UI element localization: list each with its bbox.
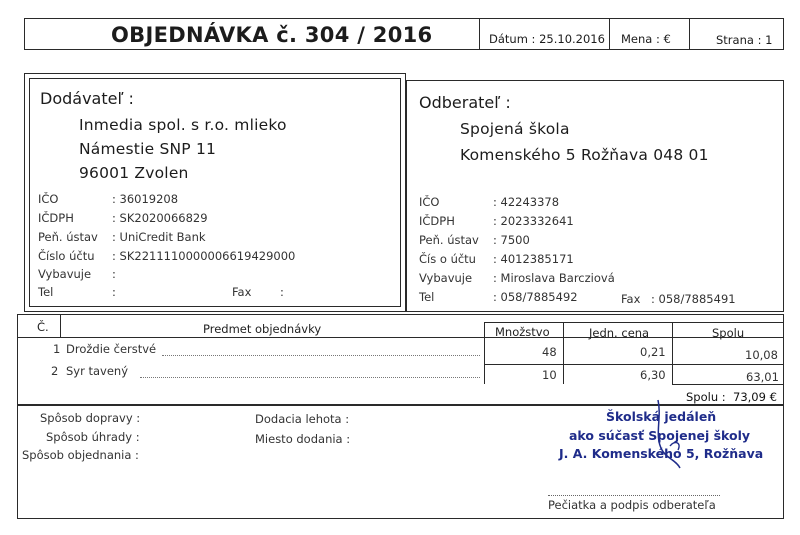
item-name: Droždie čerstvé — [66, 342, 157, 356]
order-title: OBJEDNÁVKA č. 304 / 2016 — [111, 23, 433, 47]
item-no: 2 — [51, 364, 59, 378]
stamp-line: ako súčasť Spojenej školy — [569, 428, 751, 443]
customer-fax-value: : 058/7885491 — [651, 292, 736, 306]
item-qty: 48 — [542, 345, 557, 359]
customer-field-label: IČDPH — [419, 214, 455, 228]
customer-field-value: : 4012385171 — [493, 252, 574, 266]
customer-field-label: Vybavuje — [419, 271, 473, 285]
customer-field-label: Tel — [419, 290, 435, 304]
items-col-divider — [60, 314, 61, 338]
supplier-field-value: : 36019208 — [112, 192, 179, 206]
customer-name: Spojená škola — [460, 120, 570, 138]
supplier-field-label: Vybavuje — [38, 267, 92, 281]
col-header-no: Č. — [37, 320, 49, 334]
item-total: 63,01 — [746, 370, 779, 384]
payment-label: Spôsob úhrady : — [46, 430, 140, 444]
sum-value: 73,09 € — [733, 390, 777, 404]
signature-line — [548, 495, 720, 496]
items-col-divider — [484, 322, 485, 384]
supplier-field-value: : SK2020066829 — [112, 211, 208, 225]
stamp-line: Školská jedáleň — [606, 409, 717, 424]
supplier-field-value: : UniCredit Bank — [112, 230, 206, 244]
customer-fax-label: Fax — [621, 292, 641, 306]
supplier-field-label: Tel — [38, 285, 54, 299]
col-header-item: Predmet objednávky — [203, 322, 322, 336]
supplier-field-label: IČDPH — [38, 211, 74, 225]
items-header-rule — [17, 337, 784, 338]
items-row-rule — [484, 364, 784, 365]
supplier-street: Námestie SNP 11 — [79, 140, 217, 158]
customer-field-value: : 058/7885492 — [493, 290, 578, 304]
items-col-divider — [672, 322, 673, 384]
item-price: 0,21 — [640, 345, 666, 359]
items-row-dots — [162, 355, 480, 356]
supplier-field-label: Peň. ústav — [38, 230, 98, 244]
supplier-field-value: : — [112, 267, 116, 281]
customer-field-label: Peň. ústav — [419, 233, 479, 247]
col-header-total: Spolu — [712, 326, 745, 340]
order-date: Dátum : 25.10.2016 — [489, 32, 605, 46]
order-currency: Mena : € — [621, 32, 671, 46]
supplier-field-value: : — [112, 285, 116, 299]
item-total: 10,08 — [745, 348, 778, 362]
supplier-field-value: : SK2211110000006619429000 — [112, 249, 296, 263]
supplier-field-label: Číslo účtu — [38, 249, 95, 263]
supplier-heading: Dodávateľ : — [40, 89, 134, 108]
customer-field-value: : 7500 — [493, 233, 530, 247]
col-header-price: Jedn. cena — [589, 326, 650, 340]
header-divider — [479, 18, 480, 50]
customer-field-label: Čís o účtu — [419, 252, 476, 266]
items-total-rule — [672, 384, 784, 385]
sum-label: Spolu : — [686, 390, 726, 404]
supplier-fax-value: : — [280, 285, 284, 299]
delivery-place-label: Miesto dodania : — [255, 432, 351, 446]
item-name: Syr tavený — [66, 364, 129, 378]
col-header-qty: Množstvo — [495, 325, 550, 339]
stamp-line: J. A. Komenského 5, Rožňava — [559, 446, 764, 461]
delivery-time-label: Dodacia lehota : — [255, 412, 350, 426]
supplier-fax-label: Fax — [232, 285, 252, 299]
supplier-field-label: IČO — [38, 192, 59, 206]
items-table — [17, 314, 784, 405]
supplier-city: 96001 Zvolen — [79, 164, 189, 182]
header-divider — [609, 18, 610, 50]
items-row-dots — [140, 377, 480, 378]
order-page: Strana : 1 — [716, 33, 773, 47]
signature-icon — [640, 398, 700, 473]
customer-field-value: : 42243378 — [493, 195, 560, 209]
item-price: 6,30 — [640, 368, 666, 382]
customer-field-value: : Miroslava Barcziová — [493, 271, 615, 285]
customer-field-value: : 2023332641 — [493, 214, 574, 228]
transport-label: Spôsob dopravy : — [40, 411, 141, 425]
customer-street: Komenského 5 Rožňava 048 01 — [460, 146, 709, 164]
customer-heading: Odberateľ : — [419, 93, 511, 112]
customer-field-label: IČO — [419, 195, 440, 209]
items-col-divider — [563, 322, 564, 384]
stamp-caption: Pečiatka a podpis odberateľa — [548, 498, 716, 512]
item-no: 1 — [53, 342, 61, 356]
order-method-label: Spôsob objednania : — [22, 448, 139, 462]
header-divider — [689, 18, 690, 50]
supplier-name: Inmedia spol. s r.o. mlieko — [79, 116, 287, 134]
item-qty: 10 — [542, 368, 557, 382]
items-top-rule — [484, 322, 784, 323]
